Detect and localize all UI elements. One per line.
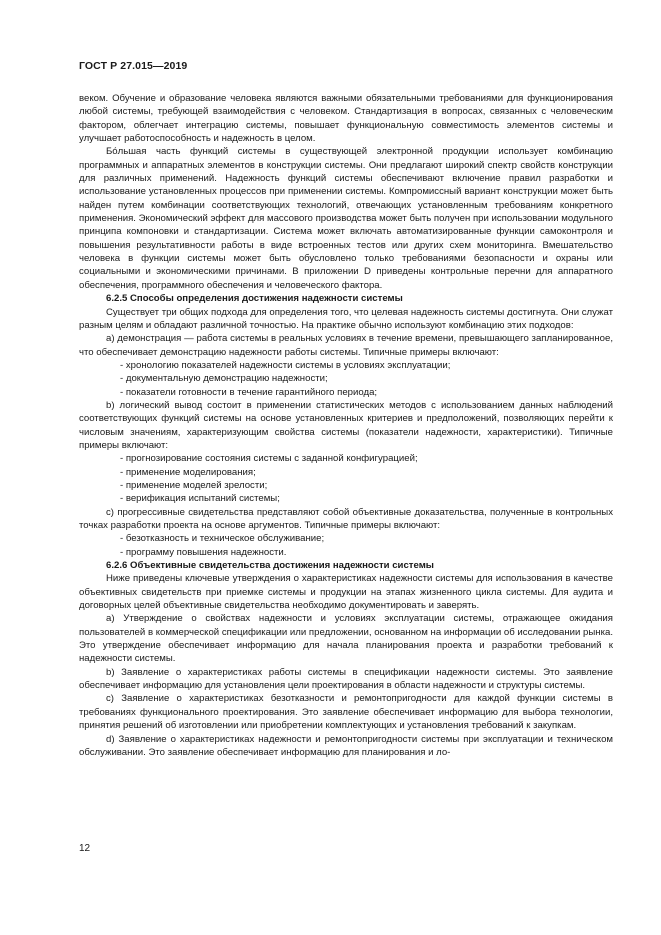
paragraph: а) Утверждение о свойствах надежности и условиях эксплуатации системы, отражающее ожидания пользователей в коммерческой спецификации или предложении, основанном на информации об исследовании рынка. Это утверждение обеспечивает информацию для начала планирования проекта и разработки требований к надежности системы. — [79, 613, 613, 665]
paragraph: веком. Обучение и образование человека являются важными обязательными требованиями для функционирования любой системы, требующей взаимодействия с человеком. Стандартизация в вопросах, связанных с человеческим фактором, облегчает интеграцию системы, повышает функциональную совместимость элементов системы и улучшает работоспособность и надежность в целом. — [79, 93, 613, 145]
list-item: - прогнозирование состояния системы с заданной конфигурацией; — [120, 453, 418, 465]
list-item: - применение моделей зрелости; — [120, 479, 268, 491]
list-item: - безотказность и техническое обслуживание; — [120, 533, 325, 545]
paragraph: с) прогрессивные свидетельства представляют собой объективные доказательства, полученные в контрольных точках разработки проекта на основе аргументов. Типичные примеры включают: — [79, 506, 613, 531]
list-item: - документальную демонстрацию надежности; — [120, 373, 328, 385]
list-item: - показатели готовности в течение гарантийного периода; — [120, 386, 378, 398]
page-number: 12 — [79, 843, 91, 854]
list-item: - применение моделирования; — [120, 466, 256, 478]
paragraph: b) логический вывод состоит в применении статистических методов с использованием данных наблюдений соответствующих функций системы на основе установленных критериев и предположений, позволяющих перейти к числовым значениям, характеризующим свойства системы (показатели надежности, характеристики). Типичные примеры включают: — [79, 399, 613, 451]
list-item: - программу повышения надежности. — [120, 546, 287, 558]
paragraph: b) Заявление о характеристиках работы системы в спецификации надежности системы. Это заявление обеспечивает информацию для установления цели проектирования в области надежности и структуры системы. — [79, 666, 613, 692]
paragraph: а) демонстрация — работа системы в реальных условиях в течение времени, превышающего запланированное, что обеспечивает демонстрацию надежности работы системы. Типичные примеры включают: — [79, 333, 613, 358]
section-heading: 6.2.5 Способы определения достижения надежности системы — [106, 293, 403, 305]
document-header: ГОСТ Р 27.015—2019 — [79, 60, 188, 72]
paragraph: Существует три общих подхода для определения того, что целевая надежность системы достигнута. Они служат разным целям и обладают различной точностью. На практике обычно используют комбинацию этих подходов: — [79, 306, 613, 331]
list-item: - верификация испытаний системы; — [120, 493, 280, 505]
paragraph: с) Заявление о характеристиках безотказности и ремонтопригодности для каждой функции системы в требованиях функционального проектирования. Это заявление обеспечивает информацию для выбора технологии, принятия решений об изготовлении или приобретении комплектующих и установления требований к закупкам. — [79, 693, 613, 732]
paragraph: Ниже приведены ключевые утверждения о характеристиках надежности системы для использования в качестве объективных свидетельств при приемке системы и продукции на этапах жизненного цикла системы. Для аудита и договорных целей объективные свидетельства необходимо документировать и заверять. — [79, 573, 613, 612]
list-item: - хронологию показателей надежности системы в условиях эксплуатации; — [120, 359, 451, 371]
section-heading: 6.2.6 Объективные свидетельства достижения надежности системы — [106, 560, 434, 572]
document-body — [79, 92, 613, 759]
paragraph: Бо́льшая часть функций системы в существующей электронной продукции использует комбинацию программных и аппаратных элементов в конструкции системы. Они предлагают широкий спектр свойств конструкции для различных применений. Надежность функций системы обеспечивают включение правил разработки и использование установленных процессов при применении системы. Компромиссный вариант конструкции может быть найден путем комбинации соответствующих технологий, отвечающих установленным требованиям конкретного применения. Экономический эффект для массового производства может быть получен при использовании модульного принципа компоновки и стандартизации. Система может включать автоматизированные функции самоконтроля и повышения результативности работы в виде встроенных тестов или других схем мониторинга. Вмешательство человека в функции системы может быть обусловлено только требованиями безопасности и охраны или социальными и экономическими причинами. В приложении D приведены контрольные перечни для аппаратного обеспечения, программного обеспечения и человеческого фактора. — [79, 146, 613, 291]
paragraph: d) Заявление о характеристиках надежности и ремонтопригодности системы при эксплуатации и техническом обслуживании. Это заявление обеспечивает информацию для планирования и ло- — [79, 733, 613, 758]
